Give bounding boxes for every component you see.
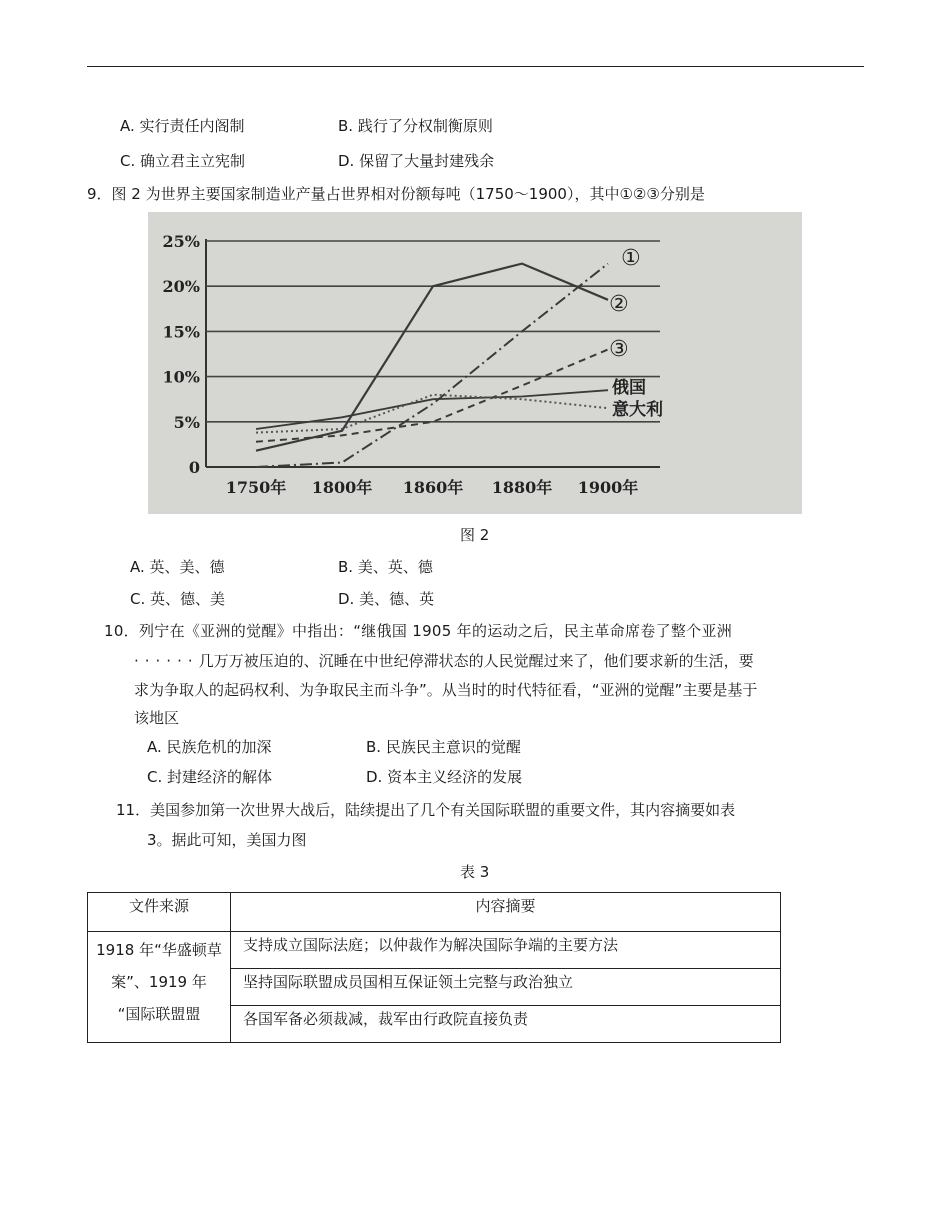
x-tick-label: 1900年	[577, 478, 639, 497]
table-title: 表 3	[460, 863, 490, 881]
series-label-2: ②	[609, 292, 629, 317]
table-row	[88, 932, 781, 969]
series-label-1: ①	[621, 246, 641, 271]
series-label-3: ③	[609, 337, 629, 362]
q10-line-2-text: 几万万被压迫的、沉睡在中世纪停滞状态的人民觉醒过来了，他们要求新的生活，要	[198, 652, 754, 670]
x-tick-label: 1750年	[225, 478, 287, 497]
x-tick-label: 1880年	[491, 478, 553, 497]
q9-option-c[interactable]: C. 英、德、美	[130, 590, 226, 608]
q11-line-2: 3。据此可知，美国力图	[147, 831, 307, 849]
source-line: 案”、1919 年	[111, 973, 207, 991]
q9-option-b[interactable]: B. 美、英、德	[338, 558, 433, 576]
q8-option-c[interactable]: C. 确立君主立宪制	[120, 152, 246, 170]
header-source: 文件来源	[88, 893, 231, 932]
chart-figure-2	[148, 212, 802, 514]
source-line: 1918 年“华盛顿草	[96, 941, 222, 959]
q9-stem: 9．图 2 为世界主要国家制造业产量占世界相对份额每吨（1750～1900），其中①②③分别是	[87, 185, 705, 203]
q11-line-1: 11．美国参加第一次世界大战后，陆续提出了几个有关国际联盟的重要文件，其内容摘要如表	[116, 801, 736, 819]
header-rule	[87, 66, 864, 67]
q10-line-2	[134, 651, 754, 671]
q10-option-b[interactable]: B. 民族民主意识的觉醒	[366, 738, 521, 756]
summary-cell: 各国军备必须裁减，裁军由行政院直接负责	[231, 1006, 781, 1043]
table-header-row	[88, 893, 781, 932]
summary-cell: 坚持国际联盟成员国相互保证领土完整与政治独立	[231, 969, 781, 1006]
y-tick-label: 15%	[162, 322, 200, 342]
series-line-5	[256, 395, 608, 433]
y-tick-label: 0	[188, 458, 200, 477]
table-3	[87, 892, 781, 1043]
figure-caption: 图 2	[460, 526, 490, 544]
q10-option-d[interactable]: D. 资本主义经济的发展	[366, 768, 523, 786]
q8-option-a[interactable]: A. 实行责任内阁制	[120, 117, 245, 135]
q9-option-d[interactable]: D. 美、德、英	[338, 590, 435, 608]
chart-svg	[148, 212, 802, 514]
q8-option-b[interactable]: B. 践行了分权制衡原则	[338, 117, 493, 135]
y-tick-label: 25%	[162, 232, 200, 251]
summary-cell: 支持成立国际法庭；以仲裁作为解决国际争端的主要方法	[231, 932, 781, 969]
series-label-russia: 俄国	[612, 378, 646, 398]
source-cell	[88, 932, 231, 1043]
source-line: “国际联盟盟	[117, 1005, 201, 1023]
y-tick-label: 10%	[162, 367, 200, 387]
q9-option-a[interactable]: A. 英、美、德	[130, 558, 225, 576]
y-tick-label: 20%	[162, 277, 200, 297]
y-tick-label: 5%	[173, 412, 200, 432]
series-line-1	[256, 264, 608, 467]
series-label-italy: 意大利	[612, 400, 663, 420]
series-line-3	[256, 350, 608, 442]
x-tick-label: 1860年	[402, 478, 464, 497]
q10-option-a[interactable]: A. 民族危机的加深	[147, 738, 272, 756]
q10-line-3: 求为争取人的起码权利、为争取民主而斗争”。从当时的时代特征看，“亚洲的觉醒”主要是基于	[134, 681, 758, 699]
header-summary: 内容摘要	[231, 893, 781, 932]
q10-line-4: 该地区	[134, 709, 180, 727]
q10-line-1: 10．列宁在《亚洲的觉醒》中指出：“继俄国 1905 年的运动之后，民主革命席卷了整个亚洲	[104, 622, 733, 640]
q8-option-d[interactable]: D. 保留了大量封建残余	[338, 152, 495, 170]
q10-option-c[interactable]: C. 封建经济的解体	[147, 768, 273, 786]
x-tick-label: 1800年	[311, 478, 373, 497]
q10-ellipsis: ······	[134, 652, 199, 670]
